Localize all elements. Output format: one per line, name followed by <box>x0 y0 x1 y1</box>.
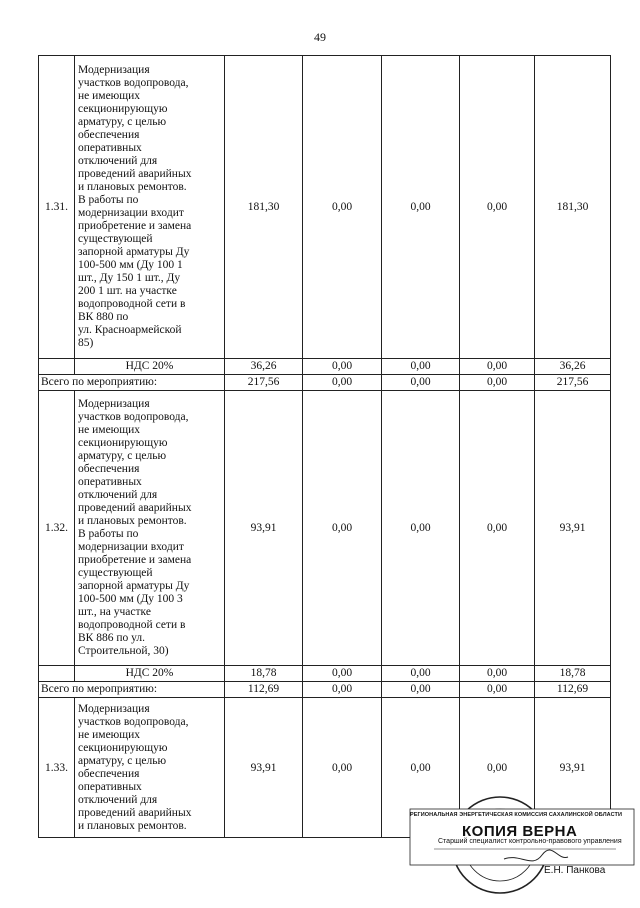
table-row <box>39 56 611 359</box>
value-cell: 93,91 <box>225 698 303 838</box>
measures-table <box>38 55 611 838</box>
row-index: 1.31. <box>39 56 75 359</box>
total-value: 0,00 <box>460 375 535 391</box>
total-value: 0,00 <box>303 682 382 698</box>
stamp-organization: РЕГИОНАЛЬНАЯ ЭНЕРГЕТИЧЕСКАЯ КОМИССИЯ САХАЛИНСКОЙ ОБЛАСТИ <box>410 812 623 818</box>
value-cell: 0,00 <box>382 391 460 666</box>
total-value: 217,56 <box>225 375 303 391</box>
vat-row <box>39 359 611 375</box>
vat-value: 0,00 <box>303 359 382 375</box>
vat-value: 36,26 <box>535 359 611 375</box>
total-value: 0,00 <box>460 682 535 698</box>
row-description: Модернизация участков водопровода, не имеющих секционирующую арматуру, с целью обеспечения оперативных отключений для проведений аварийных и плановых ремонтов. В работы по модернизации входит приобретение и замена существующей запорной арматуры Ду 100-500 мм (Ду 100 1 шт., Ду 150 1 шт., Ду 200 1 шт. на участке водопроводной сети в ВК 880 по ул. Красноармейской 85) <box>75 56 225 359</box>
vat-value: 36,26 <box>225 359 303 375</box>
value-cell: 181,30 <box>535 56 611 359</box>
value-cell: 181,30 <box>225 56 303 359</box>
round-seal-icon <box>408 795 636 901</box>
value-cell: 0,00 <box>303 698 382 838</box>
certification-stamp <box>408 795 636 901</box>
total-value: 0,00 <box>382 682 460 698</box>
vat-value: 18,78 <box>225 666 303 682</box>
total-label: Всего по мероприятию: <box>39 375 225 391</box>
value-cell: 0,00 <box>303 391 382 666</box>
page-number: 49 <box>314 30 326 44</box>
total-value: 0,00 <box>382 375 460 391</box>
value-cell: 0,00 <box>382 56 460 359</box>
value-cell: 93,91 <box>535 698 611 838</box>
vat-value: 0,00 <box>460 359 535 375</box>
vat-value: 0,00 <box>303 666 382 682</box>
value-cell: 93,91 <box>535 391 611 666</box>
value-cell: 93,91 <box>225 391 303 666</box>
stamp-subtitle: Старший специалист контрольно-правового управления <box>438 838 622 845</box>
vat-value: 0,00 <box>382 666 460 682</box>
total-value: 112,69 <box>225 682 303 698</box>
total-value: 112,69 <box>535 682 611 698</box>
vat-label: НДС 20% <box>75 666 225 682</box>
vat-value: 0,00 <box>460 666 535 682</box>
row-description: Модернизация участков водопровода, не имеющих секционирующую арматуру, с целью обеспечения оперативных отключений для проведений аварийных и плановых ремонтов. В работы по модернизации входит приобретение и замена существующей запорной арматуры Ду 100-500 мм (Ду 100 3 шт., на участке водопроводной сети в ВК 886 по ул. Строительной, 30) <box>75 391 225 666</box>
table-row <box>39 391 611 666</box>
total-value: 217,56 <box>535 375 611 391</box>
total-row <box>39 682 611 698</box>
total-label: Всего по мероприятию: <box>39 682 225 698</box>
row-description: Модернизация участков водопровода, не имеющих секционирующую арматуру, с целью обеспечения оперативных отключений для проведений аварийных и плановых ремонтов. <box>75 698 225 838</box>
value-cell: 0,00 <box>303 56 382 359</box>
vat-row <box>39 666 611 682</box>
stamp-signatory: Е.Н. Панкова <box>544 865 606 876</box>
value-cell: 0,00 <box>460 56 535 359</box>
value-cell: 0,00 <box>382 698 460 838</box>
vat-value: 0,00 <box>382 359 460 375</box>
row-index: 1.32. <box>39 391 75 666</box>
value-cell: 0,00 <box>460 391 535 666</box>
total-row <box>39 375 611 391</box>
stamp-title: КОПИЯ ВЕРНА <box>462 823 578 840</box>
total-value: 0,00 <box>303 375 382 391</box>
value-cell: 0,00 <box>460 698 535 838</box>
vat-value: 18,78 <box>535 666 611 682</box>
vat-label: НДС 20% <box>75 359 225 375</box>
row-index: 1.33. <box>39 698 75 838</box>
